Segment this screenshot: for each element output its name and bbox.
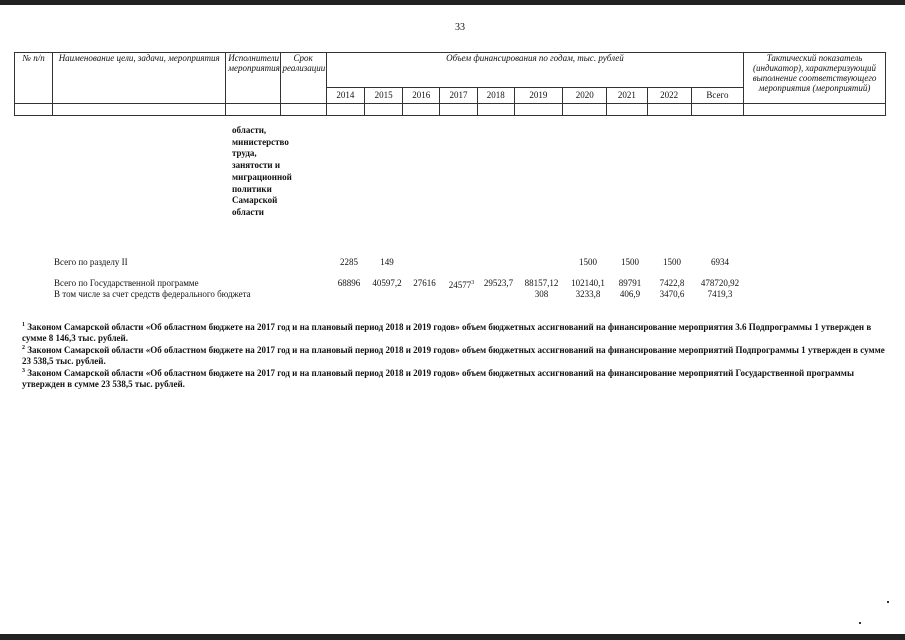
year-2014: 2014 bbox=[326, 88, 364, 104]
federal-2021: 406,9 bbox=[619, 289, 641, 299]
program-total-2016: 27616 bbox=[413, 278, 436, 288]
federal-2019: 308 bbox=[534, 289, 549, 299]
section-total-2020: 1500 bbox=[579, 257, 597, 267]
program-total-2017: 24577$^3$ bbox=[448, 280, 475, 290]
program-total-label: Всего по Государственной программе bbox=[54, 278, 199, 288]
year-2020: 2020 bbox=[563, 88, 607, 104]
program-total-2020: 102140,1 bbox=[571, 278, 605, 288]
page-number: 33 bbox=[455, 22, 465, 33]
section-total-2014: 2285 bbox=[340, 257, 358, 267]
header-name: Наименование цели, задачи, мероприятия bbox=[53, 53, 226, 104]
scan-top-border bbox=[0, 0, 905, 5]
scan-bottom-border bbox=[0, 634, 905, 640]
program-total-2022: 7422,8 bbox=[659, 278, 685, 288]
program-total-2019: 88157,12 bbox=[524, 278, 559, 288]
header-executors: Исполнители мероприятия bbox=[226, 53, 280, 104]
year-2017: 2017 bbox=[440, 88, 477, 104]
program-total-2014: 68896 bbox=[337, 278, 361, 288]
footnote-mark-3: 3 bbox=[471, 280, 475, 286]
federal-2022: 3470,6 bbox=[659, 289, 685, 299]
year-total: Всего bbox=[691, 88, 743, 104]
footnotes bbox=[22, 320, 888, 389]
program-total-2018: 29523,7 bbox=[483, 278, 514, 288]
footnote-3: $^3$ Законом Самарской области «Об областном бюджете на 2017 год и на плановый период 2018 и 2019 годов» объем бюджетных ассигнований на финансирование мероприятий Государственной программы утвержден в сумме 23 538,5 тыс. рублей. bbox=[22, 368, 854, 389]
year-2016: 2016 bbox=[403, 88, 440, 104]
federal-2020: 3233,8 bbox=[575, 289, 601, 299]
scan-speck bbox=[887, 601, 889, 603]
executor-continuation: области, министерство труда, занятости и миграционной политики Самарской области bbox=[232, 125, 292, 217]
section-total-2021: 1500 bbox=[621, 257, 639, 267]
year-2022: 2022 bbox=[647, 88, 691, 104]
header-number: № п/п bbox=[15, 53, 53, 104]
section-total-all: 6934 bbox=[711, 257, 729, 267]
section-total-2015: 149 bbox=[380, 257, 394, 267]
program-total-2015: 40597,2 bbox=[372, 278, 402, 288]
scan-speck bbox=[859, 622, 861, 624]
footnote-1: $^1$ Законом Самарской области «Об областном бюджете на 2017 год и на плановый период 2018 и 2019 годов» объем бюджетных ассигнований на финансирование мероприятия 3.6 Подпрограммы 1 утвержден в сумме 8 146,3 тыс. рублей. bbox=[22, 322, 872, 343]
program-total-2021: 89791 bbox=[618, 278, 642, 288]
federal-all: 7419,3 bbox=[707, 289, 733, 299]
section-total-label: Всего по разделу II bbox=[54, 257, 128, 267]
program-total-all: 478720,92 bbox=[700, 278, 740, 288]
federal-label: В том числе за счет средств федерального бюджета bbox=[54, 289, 251, 299]
year-2018: 2018 bbox=[477, 88, 514, 104]
header-indicator: Тактический показатель (индикатор), характеризующий выполнение соответствующего мероприятия (мероприятий) bbox=[744, 53, 886, 104]
year-2015: 2015 bbox=[364, 88, 402, 104]
year-2021: 2021 bbox=[607, 88, 647, 104]
header-term: Срок реализации bbox=[280, 53, 326, 104]
financing-table-header bbox=[14, 52, 886, 116]
year-2019: 2019 bbox=[514, 88, 562, 104]
footnote-2: $^2$ Законом Самарской области «Об областном бюджете на 2017 год и на плановый период 2018 и 2019 годов» объем бюджетных ассигнований на финансирование мероприятий Подпрограммы 1 утвержден в сумме 23 538,5 тыс. рублей. bbox=[22, 345, 885, 366]
header-financing: Объем финансирования по годам, тыс. рублей bbox=[326, 53, 743, 88]
section-total-2022: 1500 bbox=[663, 257, 681, 267]
